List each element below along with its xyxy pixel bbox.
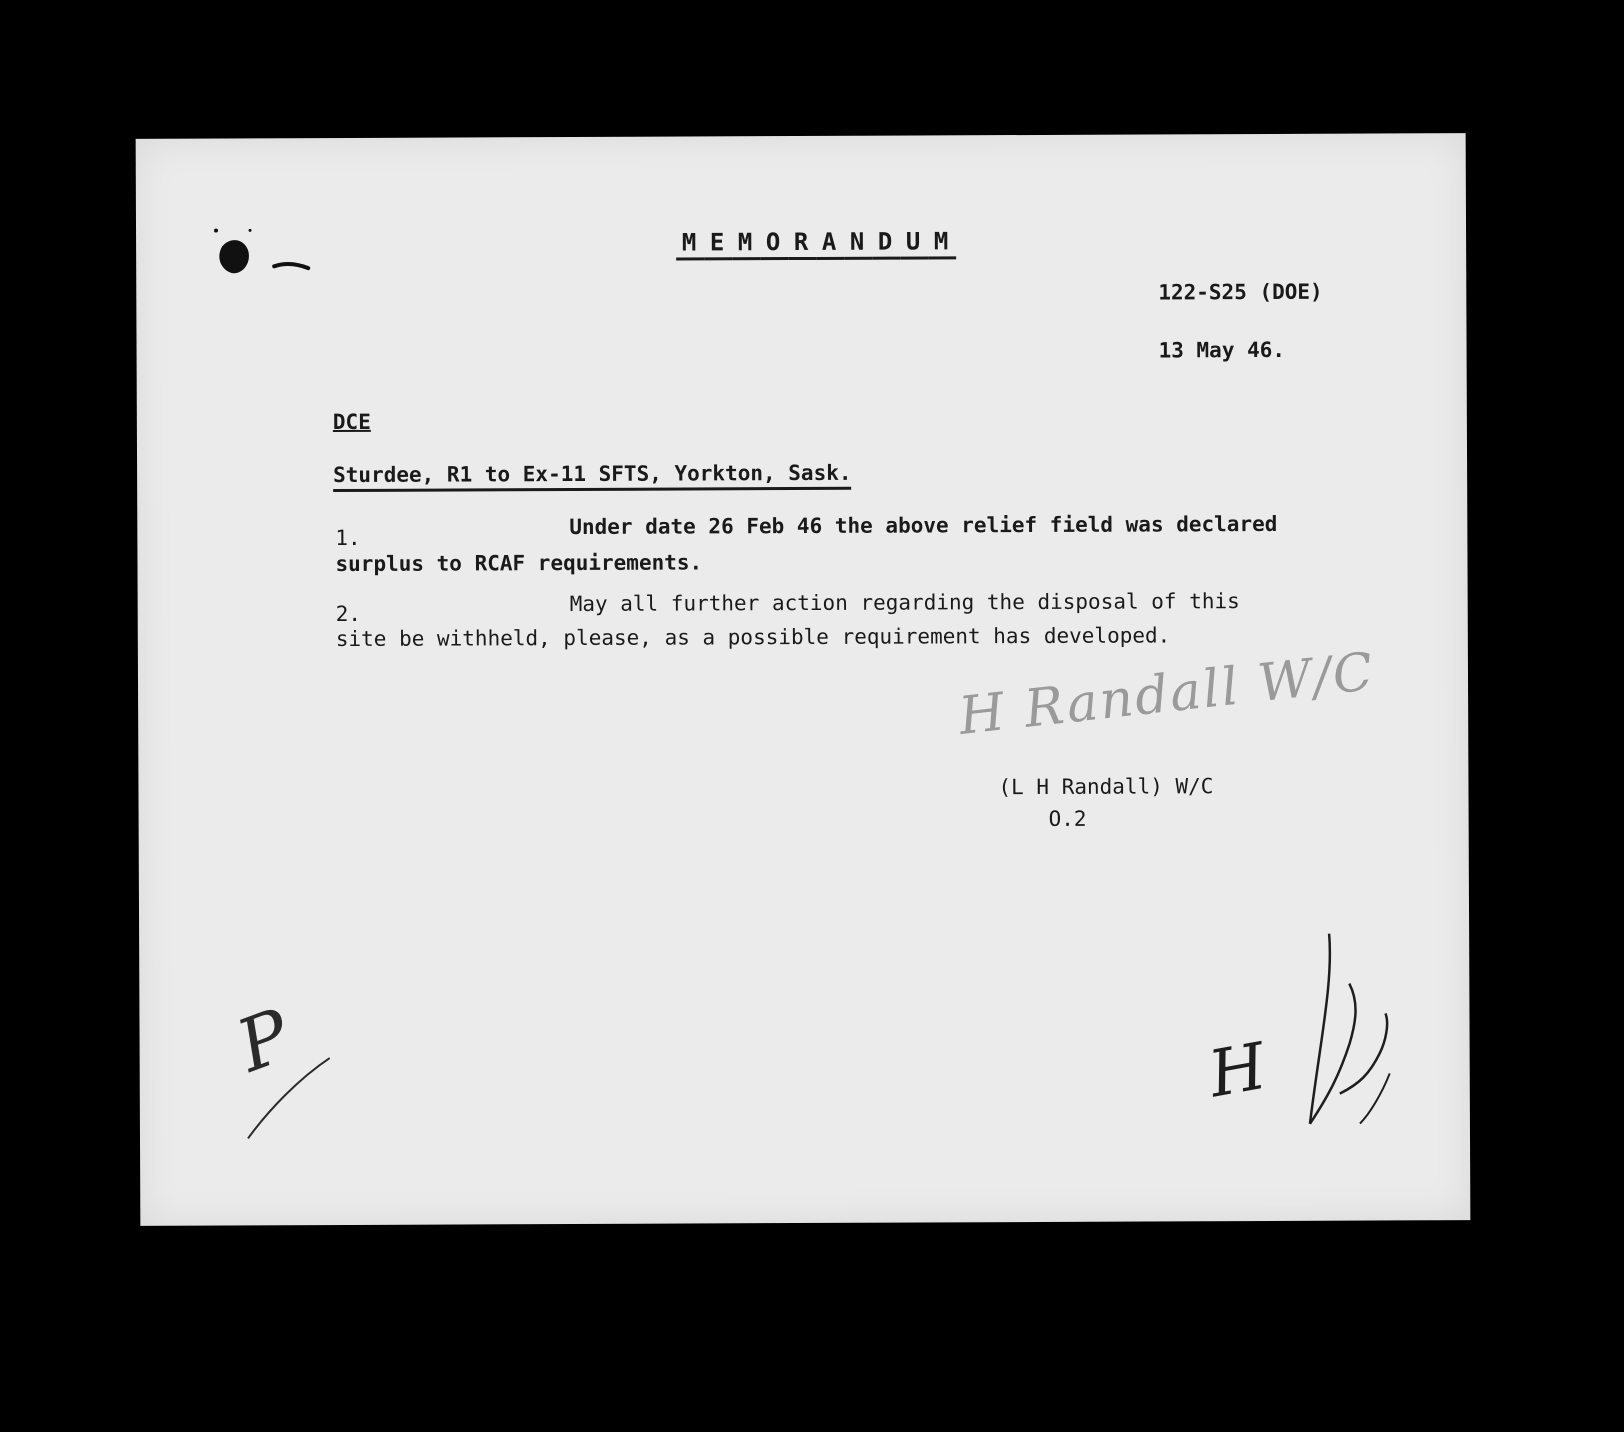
title-letter: A <box>816 228 844 260</box>
paragraph-2-line-1: May all further action regarding the disposal of this <box>569 589 1240 617</box>
title-letter: M <box>676 228 704 260</box>
initial-slash <box>239 1018 340 1148</box>
title-letter: U <box>900 227 928 259</box>
margin-initial-right <box>1204 1030 1272 1113</box>
signer-title: O.2 <box>1048 806 1087 831</box>
signature-text: H Randall W/C <box>956 641 1378 747</box>
handwritten-signature <box>956 642 1378 747</box>
file-reference: 122-S25 (DOE) <box>1158 279 1323 305</box>
paragraph-1-line-2: surplus to RCAF requirements. <box>335 550 703 577</box>
memo-sheet <box>136 133 1471 1226</box>
memo-date: 13 May 46. <box>1158 337 1286 363</box>
paragraph-1-line-1: Under date 26 Feb 46 the above relief field was declared <box>569 511 1278 540</box>
title-letter: N <box>844 228 872 260</box>
paragraph-number: 1. <box>335 525 361 551</box>
title-letter: D <box>872 228 900 260</box>
title-letter: M <box>928 227 956 259</box>
title-letter: O <box>760 228 788 260</box>
signer-name: (L H Randall) W/C <box>998 774 1214 800</box>
title-letter: M <box>732 228 760 260</box>
ink-smudge <box>210 228 320 298</box>
handwritten-scribble <box>1289 923 1400 1153</box>
title-letter: E <box>704 228 732 260</box>
memo-title <box>676 227 956 260</box>
title-letter: R <box>788 228 816 260</box>
addressee: DCE <box>332 409 371 435</box>
initial-right-text: H <box>1203 1029 1272 1113</box>
paragraph-number: 2. <box>335 601 362 627</box>
initial-left-text: P <box>226 992 302 1089</box>
subject-line: Sturdee, R1 to Ex-11 SFTS, Yorkton, Sask. <box>333 461 851 492</box>
paragraph-2-line-2: site be withheld, please, as a possible requirement has developed. <box>335 623 1171 652</box>
